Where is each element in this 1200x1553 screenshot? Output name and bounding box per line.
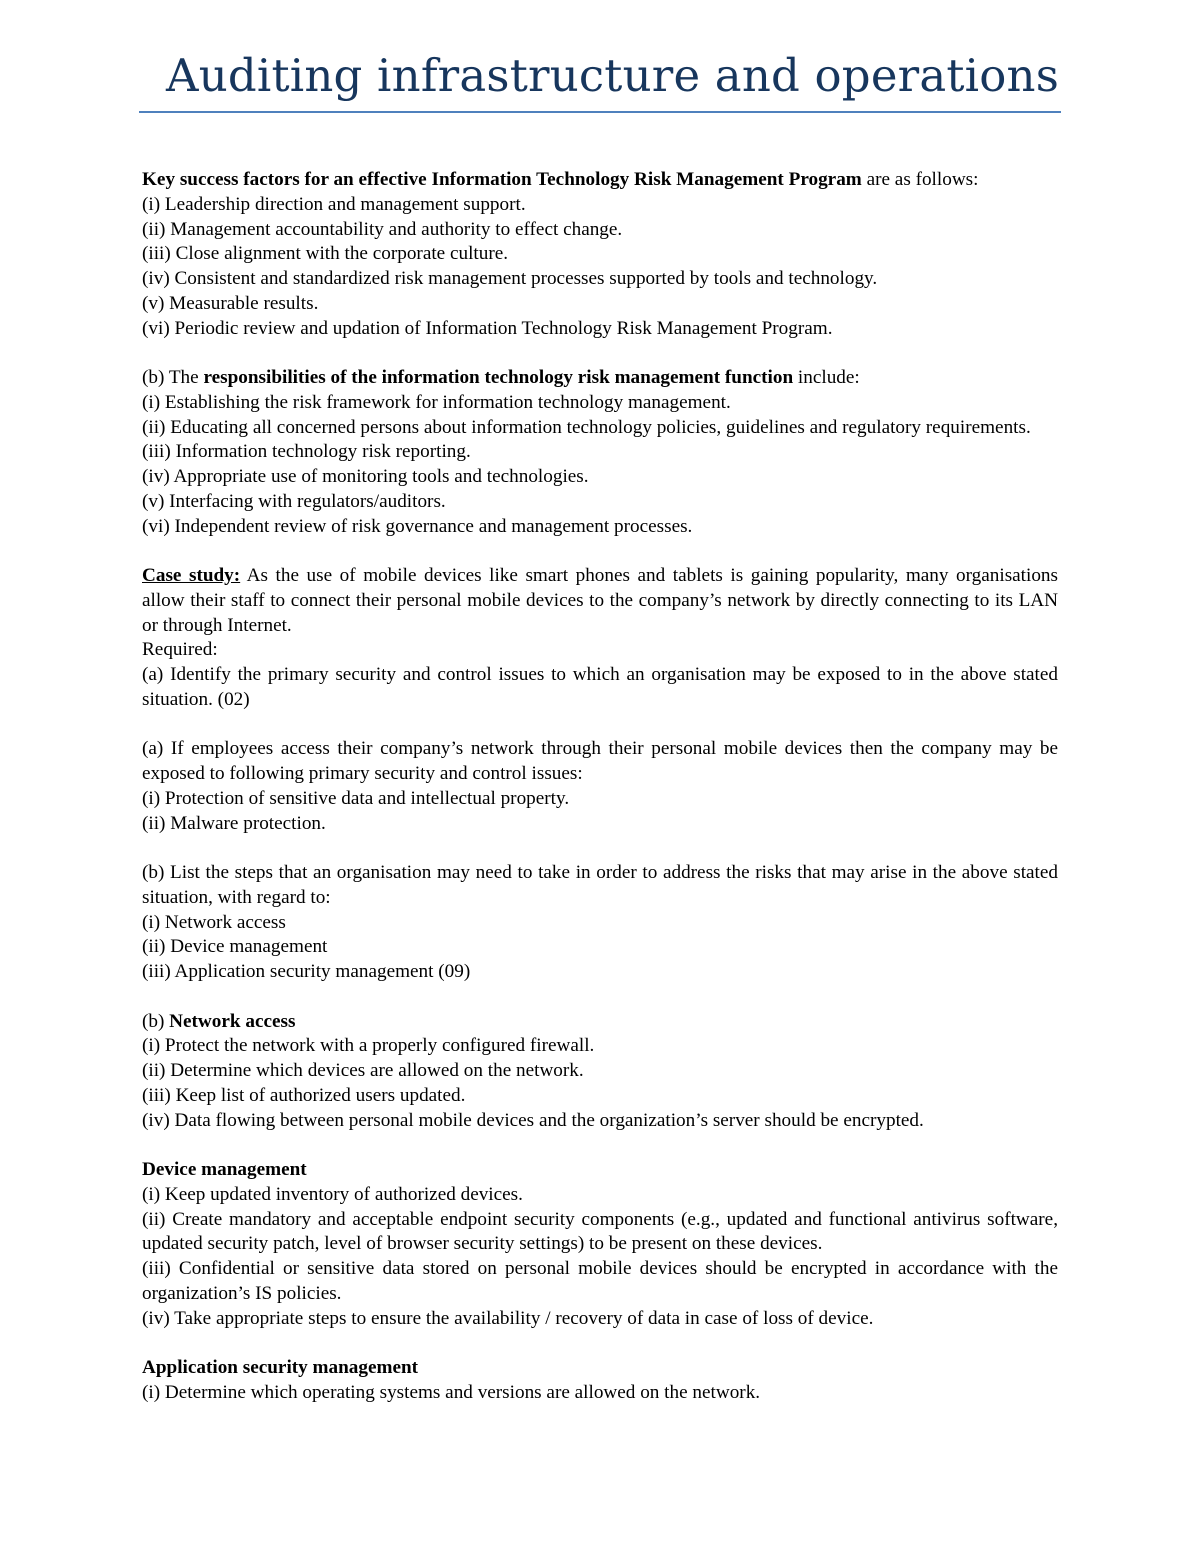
list-item: (iii) Application security management (09) — [142, 961, 471, 982]
list-item: (vi) Independent review of risk governance and management processes. — [142, 515, 693, 537]
case-study-paragraph — [142, 564, 1058, 638]
responsibilities-heading: responsibilities of the information technology risk management function — [203, 367, 794, 388]
list-item: (iv) Consistent and standardized risk management processes supported by tools and technology. — [142, 268, 878, 289]
list-item: (iii) Keep list of authorized users updated. — [142, 1084, 466, 1106]
device-management-heading: Device management — [142, 1159, 307, 1180]
list-item: (i) Establishing the risk framework for information technology management. — [142, 391, 731, 413]
answer-a-paragraph: (a) If employees access their company’s network through their personal mobile devices then the company may be exposed to following primary security and control issues: — [142, 738, 1058, 784]
list-item: (iii) Close alignment with the corporate culture. — [142, 243, 509, 265]
paragraph-spacer — [142, 539, 1058, 564]
paragraph-spacer — [142, 985, 1058, 1010]
list-item: (ii) Malware protection. — [142, 812, 326, 834]
list-item: (ii) Determine which devices are allowed on the network. — [142, 1060, 584, 1081]
key-success-factors-intro-rest: are as follows: — [861, 169, 979, 190]
application-security-heading-line — [142, 1356, 1058, 1381]
list-item: (i) Leadership direction and management support. — [142, 193, 526, 215]
application-security-heading: Application security management — [142, 1357, 419, 1378]
paragraph-spacer — [142, 341, 1058, 366]
list-item: (iv) Appropriate use of monitoring tools and technologies. — [142, 466, 589, 487]
list-item: (iii) Confidential or sensitive data stored on personal mobile devices should be encrypted in accordance with the organization’s IS policies. — [142, 1258, 1058, 1304]
list-item: (ii) Device management — [142, 936, 328, 958]
paragraph-spacer — [142, 836, 1058, 861]
key-success-factors-intro — [142, 168, 1058, 193]
list-item: (i) Determine which operating systems and versions are allowed on the network. — [142, 1381, 761, 1403]
list-item: (i) Protect the network with a properly configured firewall. — [142, 1035, 595, 1057]
list-item: (i) Protection of sensitive data and intellectual property. — [142, 787, 570, 809]
network-access-heading: Network access — [169, 1010, 296, 1032]
network-access-prefix: (b) — [142, 1010, 170, 1032]
list-item: (ii) Educating all concerned persons about information technology policies, guidelines and regulatory requirements. — [142, 416, 1031, 438]
question-a: (a) Identify the primary security and control issues to which an organisation may be exposed to in the above stated situation. (02) — [142, 664, 1058, 710]
case-study-text: As the use of mobile devices like smart phones and tablets is gaining popularity, many organisations allow their staff to connect their personal mobile devices to the company’s network by directly connecting to its LAN or through Internet. — [142, 565, 1058, 636]
list-item: (iv) Data flowing between personal mobile devices and the organization’s server should be encrypted. — [142, 1109, 924, 1131]
responsibilities-suffix: include: — [793, 367, 860, 388]
title-underline — [139, 111, 1061, 113]
paragraph-spacer — [142, 1133, 1058, 1158]
list-item: (iii) Information technology risk reporting. — [142, 441, 471, 463]
responsibilities-prefix: (b) The — [142, 367, 204, 388]
key-success-factors-heading: Key success factors for an effective Information Technology Risk Management Program — [142, 169, 862, 190]
list-item: (ii) Management accountability and authority to effect change. — [142, 218, 623, 240]
list-item: (v) Interfacing with regulators/auditors. — [142, 490, 446, 512]
case-study-label: Case study: — [142, 565, 241, 586]
list-item: (ii) Create mandatory and acceptable endpoint security components (e.g., updated and functional antivirus software, updated security patch, level of browser security settings) to be present on these devices. — [142, 1208, 1058, 1255]
list-item: (vi) Periodic review and updation of Information Technology Risk Management Program. — [142, 317, 833, 339]
list-item: (i) Network access — [142, 911, 286, 933]
list-item: (i) Keep updated inventory of authorized devices. — [142, 1183, 523, 1205]
paragraph-spacer — [142, 713, 1058, 738]
list-item: (v) Measurable results. — [142, 292, 319, 314]
device-management-heading-line — [142, 1158, 1058, 1183]
paragraph-spacer — [142, 1331, 1058, 1356]
page-title: Auditing infrastructure and operations — [166, 49, 1060, 102]
network-access-heading-line — [142, 1010, 1058, 1035]
responsibilities-intro — [142, 366, 1058, 391]
list-item: (iv) Take appropriate steps to ensure the availability / recovery of data in case of loss of device. — [142, 1307, 874, 1329]
question-b: (b) List the steps that an organisation may need to take in order to address the risks that may arise in the above stated situation, with regard to: — [142, 862, 1058, 908]
document-body — [142, 168, 1058, 1406]
required-label: Required: — [142, 639, 218, 661]
